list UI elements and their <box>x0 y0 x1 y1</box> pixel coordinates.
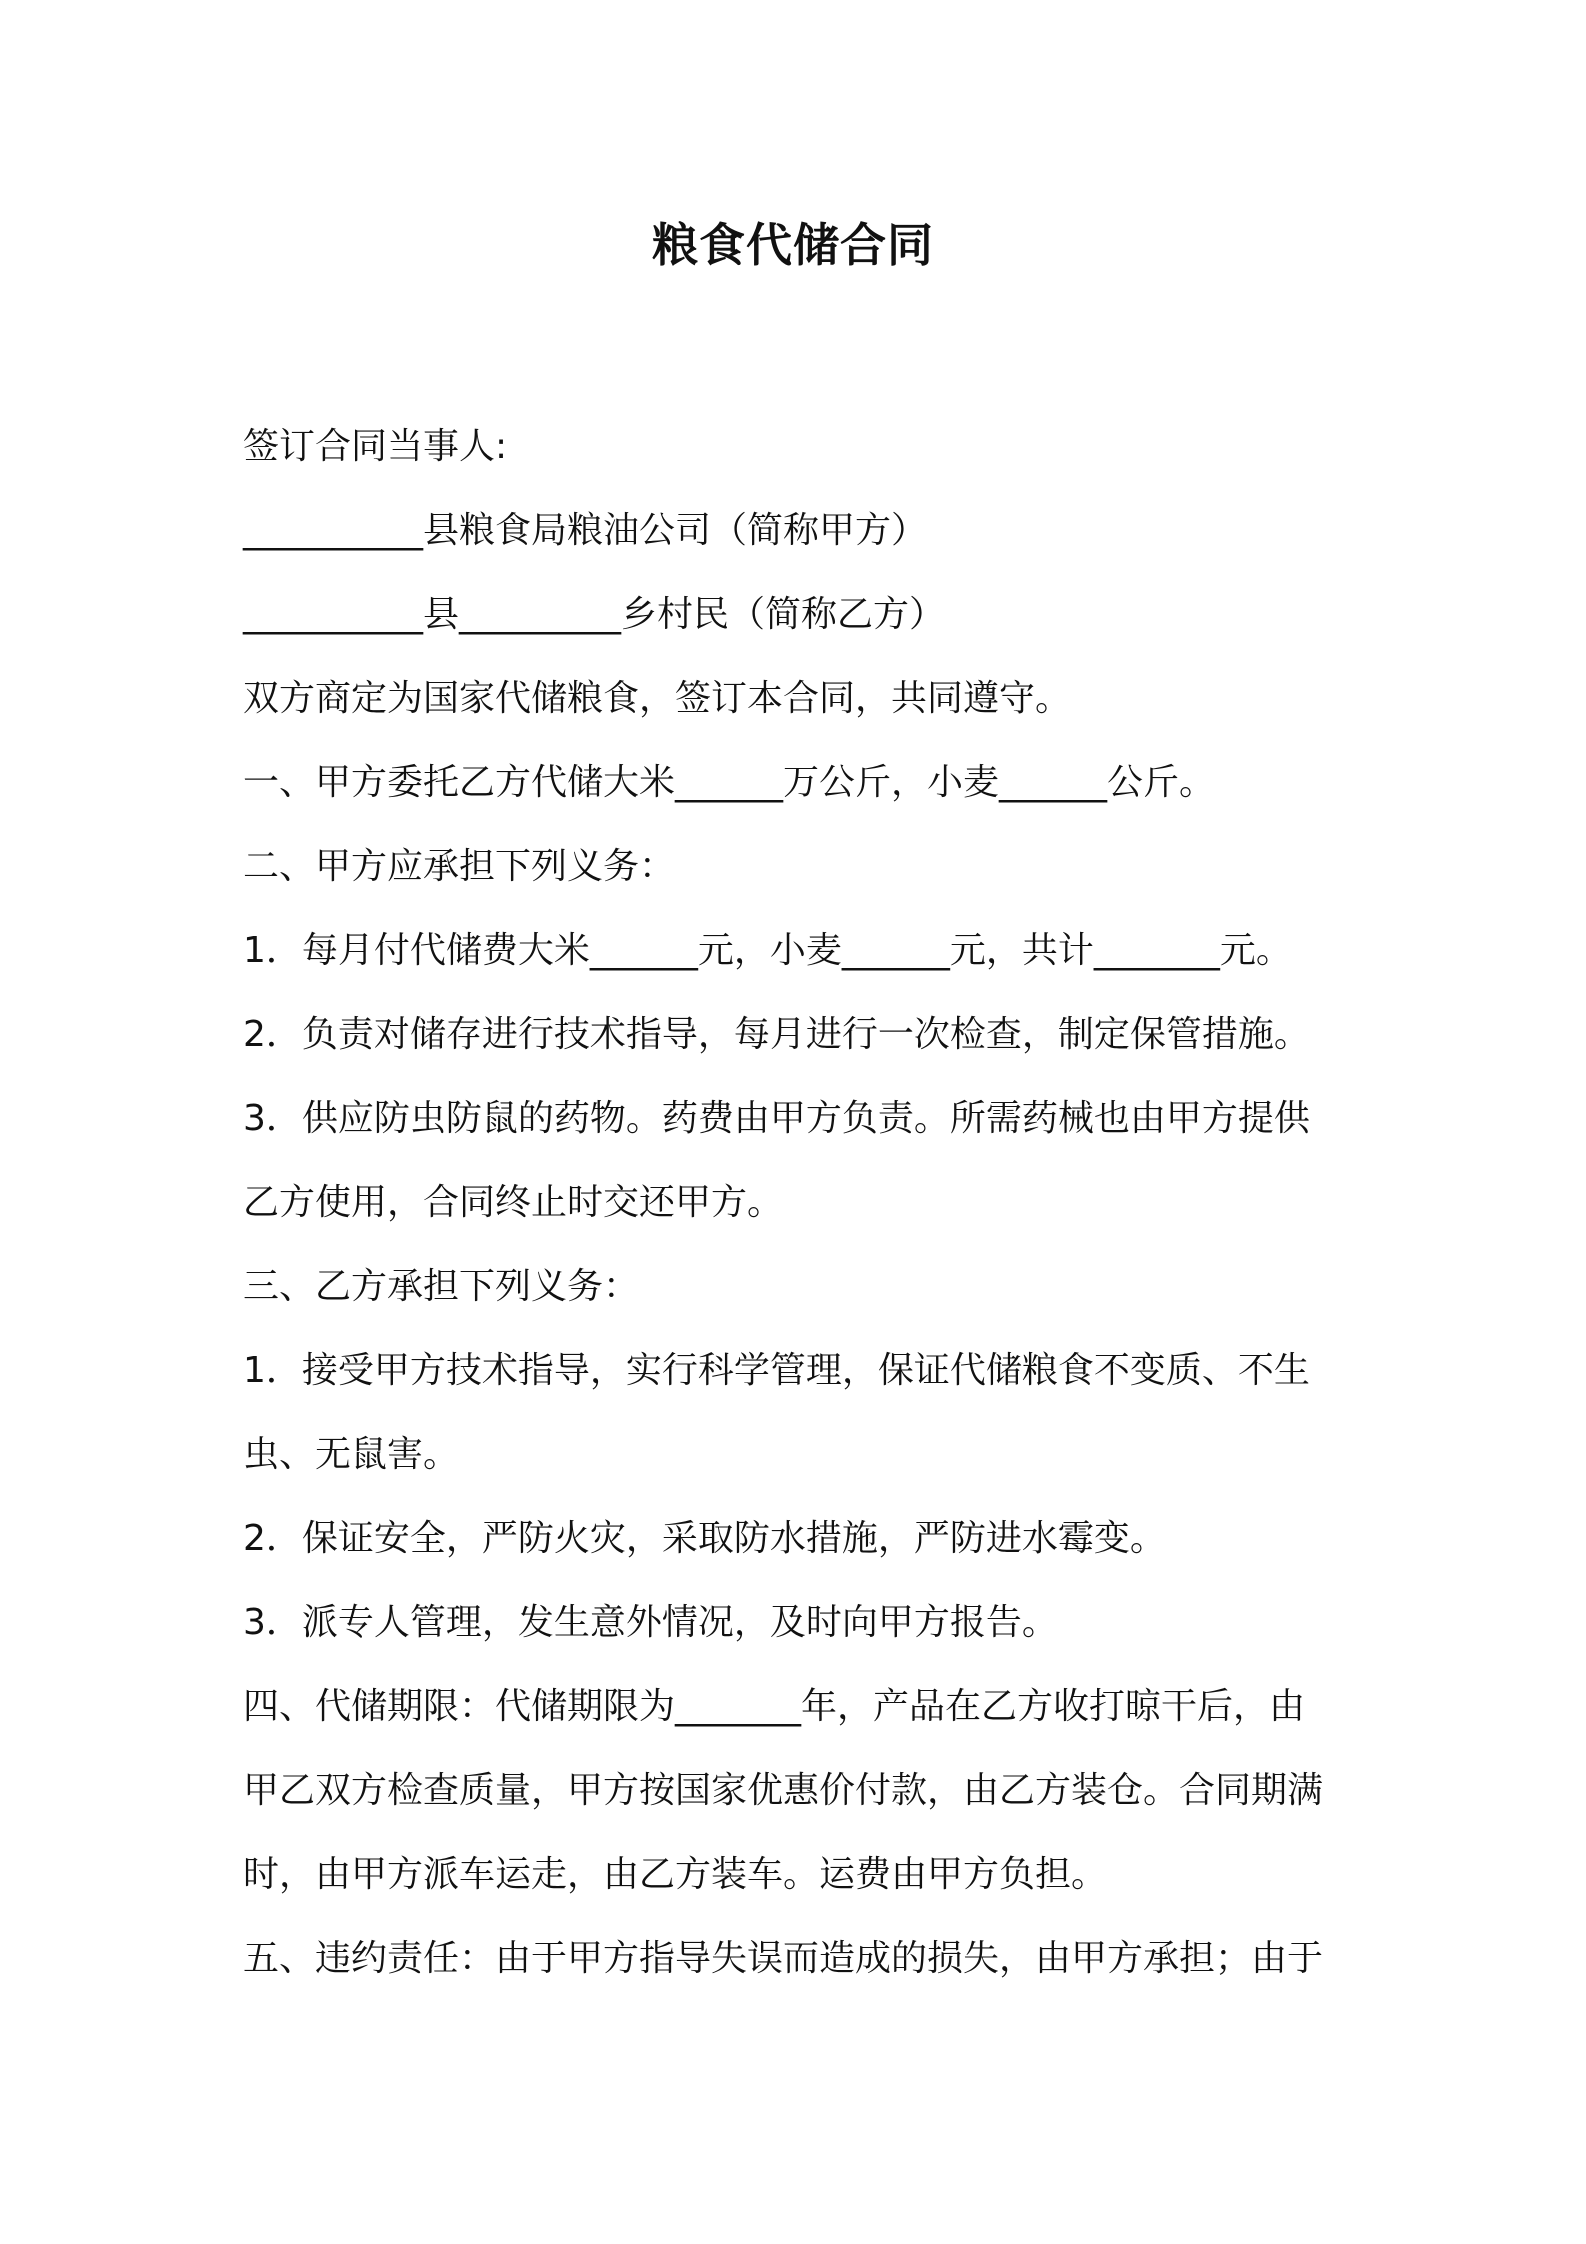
agreement-intro: 双方商定为国家代储粮食，签订本合同，共同遵守。 <box>243 678 1072 719</box>
clause-3-item-1-cont: 虫、无鼠害。 <box>243 1434 460 1475</box>
parties-heading: 签订合同当事人: <box>243 426 508 467</box>
clause-4-cont-1: 甲乙双方检查质量，甲方按国家优惠价付款，由乙方装仓。合同期满 <box>243 1770 1324 1811</box>
clause-2-item-3: 3．供应防虫防鼠的药物。药费由甲方负责。所需药械也由甲方提供 <box>243 1098 1310 1139</box>
clause-2-item-2: 2．负责对储存进行技术指导，每月进行一次检查，制定保管措施。 <box>243 1014 1310 1055</box>
clause-1: 一、甲方委托乙方代储大米______万公斤，小麦______公斤。 <box>243 762 1216 803</box>
clause-3-item-1: 1．接受甲方技术指导，实行科学管理，保证代储粮食不变质、不生 <box>243 1350 1310 1391</box>
clause-2-heading: 二、甲方应承担下列义务： <box>243 846 676 887</box>
clause-5: 五、违约责任：由于甲方指导失误而造成的损失，由甲方承担；由于 <box>243 1938 1324 1979</box>
clause-3-item-3: 3．派专人管理，发生意外情况，及时向甲方报告。 <box>243 1602 1058 1643</box>
clause-4-cont-2: 时，由甲方派车运走，由乙方装车。运费由甲方负担。 <box>243 1854 1108 1895</box>
party-b-line: __________县_________乡村民（简称乙方） <box>243 594 946 635</box>
party-a-line: __________县粮食局粮油公司（简称甲方） <box>243 510 928 551</box>
clause-2-item-1: 1．每月付代储费大米______元，小麦______元，共计_______元。 <box>243 930 1292 971</box>
clause-3-heading: 三、乙方承担下列义务： <box>243 1266 640 1307</box>
clause-2-item-3-cont: 乙方使用，合同终止时交还甲方。 <box>243 1182 784 1223</box>
clause-3-item-2: 2．保证安全，严防火灾，采取防水措施，严防进水霉变。 <box>243 1518 1166 1559</box>
contract-body <box>243 405 1368 2001</box>
document-title: 粮食代储合同 <box>652 218 934 272</box>
clause-4: 四、代储期限：代储期限为_______年，产品在乙方收打晾干后，由 <box>243 1686 1306 1727</box>
